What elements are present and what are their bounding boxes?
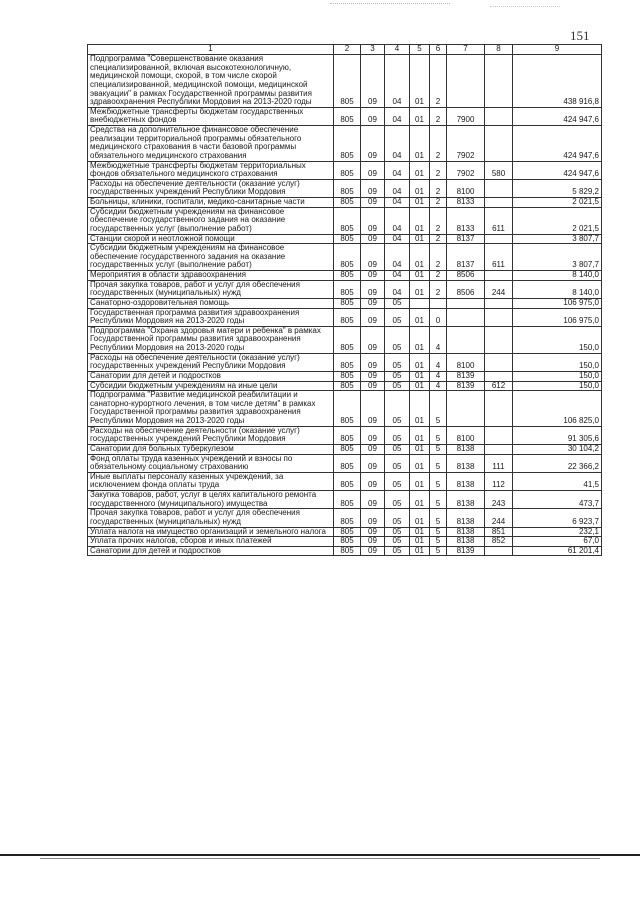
table-body bbox=[88, 45, 602, 556]
row-name-cell: Санатории для детей и подростков bbox=[88, 371, 334, 381]
code-cell-subprogram: 5 bbox=[430, 426, 447, 444]
code-cell-article bbox=[447, 55, 485, 108]
code-cell-program: 01 bbox=[410, 55, 430, 108]
code-cell-section: 09 bbox=[361, 198, 385, 208]
code-cell-section: 09 bbox=[361, 280, 385, 298]
amount-cell: 424 947,6 bbox=[513, 126, 602, 162]
code-cell-article: 7902 bbox=[447, 161, 485, 179]
code-cell-expense-type bbox=[485, 198, 513, 208]
header-cell: 8 bbox=[485, 45, 513, 55]
code-cell-program: 01 bbox=[410, 280, 430, 298]
row-name-cell: Иные выплаты персоналу казенных учреждений, за исключением фонда оплаты труда bbox=[88, 472, 334, 490]
scan-artifact-top-right bbox=[490, 6, 560, 8]
header-cell: 9 bbox=[513, 45, 602, 55]
code-cell-article: 8138 bbox=[447, 537, 485, 547]
row-name-cell: Подпрограмма "Развитие медицинской реабилитации и санаторно-курортного лечения, в том числе детям" в рамках Государственной программы развития здравоохранения Республики Мордовия на 2013-2020 годы bbox=[88, 391, 334, 427]
table-row bbox=[88, 55, 602, 108]
amount-cell: 8 140,0 bbox=[513, 271, 602, 281]
code-cell-ministry: 805 bbox=[334, 371, 361, 381]
table-row bbox=[88, 308, 602, 326]
code-cell-article: 8506 bbox=[447, 271, 485, 281]
code-cell-subprogram: 2 bbox=[430, 244, 447, 271]
code-cell-subprogram: 2 bbox=[430, 234, 447, 244]
code-cell-section: 09 bbox=[361, 472, 385, 490]
code-cell-article: 8138 bbox=[447, 444, 485, 454]
code-cell-ministry: 805 bbox=[334, 198, 361, 208]
row-name-cell: Расходы на обеспечение деятельности (оказание услуг) государственных учреждений Республики Мордовия bbox=[88, 426, 334, 444]
code-cell-ministry: 805 bbox=[334, 509, 361, 527]
code-cell-expense-type bbox=[485, 179, 513, 197]
code-cell-subsection: 04 bbox=[385, 234, 410, 244]
page-number: 151 bbox=[570, 28, 590, 43]
amount-cell: 5 829,2 bbox=[513, 179, 602, 197]
code-cell-section: 09 bbox=[361, 371, 385, 381]
code-cell-subsection: 05 bbox=[385, 527, 410, 537]
table-row bbox=[88, 280, 602, 298]
header-cell: 3 bbox=[361, 45, 385, 55]
row-name-cell: Закупка товаров, работ, услуг в целях капитального ремонта государственного (муниципального) имущества bbox=[88, 491, 334, 509]
row-name-cell: Санаторно-оздоровительная помощь bbox=[88, 298, 334, 308]
header-cell: 1 bbox=[88, 45, 334, 55]
code-cell-article: 8100 bbox=[447, 179, 485, 197]
amount-cell: 150,0 bbox=[513, 353, 602, 371]
code-cell-section: 09 bbox=[361, 308, 385, 326]
code-cell-article: 8139 bbox=[447, 381, 485, 391]
code-cell-program: 01 bbox=[410, 444, 430, 454]
code-cell-subsection: 05 bbox=[385, 444, 410, 454]
code-cell-program bbox=[410, 298, 430, 308]
code-cell-program: 01 bbox=[410, 244, 430, 271]
code-cell-article: 8138 bbox=[447, 509, 485, 527]
row-name-cell: Санатории для больных туберкулезом bbox=[88, 444, 334, 454]
code-cell-ministry: 805 bbox=[334, 381, 361, 391]
amount-cell: 424 947,6 bbox=[513, 107, 602, 125]
code-cell-ministry: 805 bbox=[334, 546, 361, 556]
code-cell-section: 09 bbox=[361, 491, 385, 509]
amount-cell: 41,5 bbox=[513, 472, 602, 490]
code-cell-article: 8139 bbox=[447, 546, 485, 556]
table-row bbox=[88, 527, 602, 537]
row-name-cell: Уплата налога на имущество организаций и земельного налога bbox=[88, 527, 334, 537]
code-cell-subprogram: 5 bbox=[430, 509, 447, 527]
code-cell-article: 8137 bbox=[447, 234, 485, 244]
table-row bbox=[88, 271, 602, 281]
code-cell-ministry: 805 bbox=[334, 55, 361, 108]
table-row bbox=[88, 546, 602, 556]
code-cell-program: 01 bbox=[410, 161, 430, 179]
code-cell-section: 09 bbox=[361, 381, 385, 391]
table-row bbox=[88, 381, 602, 391]
code-cell-expense-type: 851 bbox=[485, 527, 513, 537]
header-cell: 5 bbox=[410, 45, 430, 55]
code-cell-article bbox=[447, 326, 485, 353]
amount-cell: 106 975,0 bbox=[513, 308, 602, 326]
code-cell-program: 01 bbox=[410, 381, 430, 391]
code-cell-expense-type bbox=[485, 308, 513, 326]
code-cell-section: 09 bbox=[361, 161, 385, 179]
code-cell-ministry: 805 bbox=[334, 298, 361, 308]
table-row bbox=[88, 472, 602, 490]
table-row bbox=[88, 444, 602, 454]
code-cell-article bbox=[447, 391, 485, 427]
amount-cell: 106 975,0 bbox=[513, 298, 602, 308]
code-cell-subprogram: 2 bbox=[430, 107, 447, 125]
header-cell: 6 bbox=[430, 45, 447, 55]
code-cell-ministry: 805 bbox=[334, 308, 361, 326]
code-cell-subprogram: 2 bbox=[430, 280, 447, 298]
code-cell-article: 8100 bbox=[447, 426, 485, 444]
code-cell-section: 09 bbox=[361, 426, 385, 444]
code-cell-ministry: 805 bbox=[334, 207, 361, 234]
page-bottom-rule bbox=[0, 854, 640, 856]
code-cell-ministry: 805 bbox=[334, 244, 361, 271]
table-row bbox=[88, 353, 602, 371]
code-cell-program: 01 bbox=[410, 391, 430, 427]
amount-cell: 424 947,6 bbox=[513, 161, 602, 179]
code-cell-expense-type: 243 bbox=[485, 491, 513, 509]
row-name-cell: Мероприятия в области здравоохранения bbox=[88, 271, 334, 281]
amount-cell: 232,1 bbox=[513, 527, 602, 537]
code-cell-section: 09 bbox=[361, 444, 385, 454]
code-cell-subsection: 05 bbox=[385, 381, 410, 391]
table-row bbox=[88, 509, 602, 527]
code-cell-program: 01 bbox=[410, 107, 430, 125]
code-cell-expense-type bbox=[485, 371, 513, 381]
code-cell-expense-type bbox=[485, 234, 513, 244]
table-row bbox=[88, 426, 602, 444]
code-cell-section: 09 bbox=[361, 234, 385, 244]
code-cell-article: 8100 bbox=[447, 353, 485, 371]
row-name-cell: Прочая закупка товаров, работ и услуг для обеспечения государственных (муниципальных) нужд bbox=[88, 280, 334, 298]
row-name-cell: Субсидии бюджетным учреждениям на финансовое обеспечение государственного задания на оказание государственных услуг (выполнение работ) bbox=[88, 207, 334, 234]
amount-cell: 2 021,5 bbox=[513, 198, 602, 208]
code-cell-article: 8133 bbox=[447, 198, 485, 208]
code-cell-program: 01 bbox=[410, 326, 430, 353]
row-name-cell: Санатории для детей и подростков bbox=[88, 546, 334, 556]
code-cell-subprogram: 5 bbox=[430, 472, 447, 490]
row-name-cell: Средства на дополнительное финансовое обеспечение реализации территориальной программы обязательного медицинского страхования в части базовой программы обязательного медицинского страхования bbox=[88, 126, 334, 162]
code-cell-subsection: 05 bbox=[385, 537, 410, 547]
amount-cell: 22 366,2 bbox=[513, 454, 602, 472]
code-cell-subsection: 04 bbox=[385, 126, 410, 162]
code-cell-ministry: 805 bbox=[334, 107, 361, 125]
amount-cell: 106 825,0 bbox=[513, 391, 602, 427]
code-cell-program: 01 bbox=[410, 371, 430, 381]
table-row bbox=[88, 107, 602, 125]
code-cell-program: 01 bbox=[410, 472, 430, 490]
code-cell-expense-type bbox=[485, 126, 513, 162]
budget-table bbox=[87, 44, 602, 556]
code-cell-section: 09 bbox=[361, 55, 385, 108]
code-cell-article: 8138 bbox=[447, 527, 485, 537]
code-cell-section: 09 bbox=[361, 509, 385, 527]
code-cell-subprogram: 2 bbox=[430, 271, 447, 281]
code-cell-section: 09 bbox=[361, 244, 385, 271]
row-name-cell: Уплата прочих налогов, сборов и иных платежей bbox=[88, 537, 334, 547]
code-cell-subprogram: 5 bbox=[430, 454, 447, 472]
code-cell-ministry: 805 bbox=[334, 179, 361, 197]
amount-cell: 2 021,5 bbox=[513, 207, 602, 234]
code-cell-ministry: 805 bbox=[334, 353, 361, 371]
code-cell-expense-type: 111 bbox=[485, 454, 513, 472]
table-row bbox=[88, 244, 602, 271]
code-cell-program: 01 bbox=[410, 308, 430, 326]
code-cell-subsection: 05 bbox=[385, 308, 410, 326]
row-name-cell: Субсидии бюджетным учреждениям на финансовое обеспечение государственного задания на оказание государственных услуг (выполнение работ) bbox=[88, 244, 334, 271]
code-cell-section: 09 bbox=[361, 126, 385, 162]
code-cell-article: 8138 bbox=[447, 491, 485, 509]
scan-artifact-top bbox=[330, 3, 450, 5]
code-cell-subprogram: 2 bbox=[430, 126, 447, 162]
code-cell-program: 01 bbox=[410, 509, 430, 527]
row-name-cell: Станции скорой и неотложной помощи bbox=[88, 234, 334, 244]
code-cell-subprogram: 2 bbox=[430, 55, 447, 108]
code-cell-expense-type: 244 bbox=[485, 280, 513, 298]
code-cell-section: 09 bbox=[361, 271, 385, 281]
code-cell-ministry: 805 bbox=[334, 472, 361, 490]
header-cell: 7 bbox=[447, 45, 485, 55]
code-cell-program: 01 bbox=[410, 537, 430, 547]
code-cell-subprogram: 5 bbox=[430, 391, 447, 427]
code-cell-subprogram: 4 bbox=[430, 381, 447, 391]
table-row bbox=[88, 207, 602, 234]
code-cell-expense-type bbox=[485, 107, 513, 125]
header-cell: 4 bbox=[385, 45, 410, 55]
page-bottom-rule-thin bbox=[40, 858, 600, 859]
amount-cell: 91 305,6 bbox=[513, 426, 602, 444]
code-cell-article: 8139 bbox=[447, 371, 485, 381]
code-cell-article bbox=[447, 298, 485, 308]
code-cell-program: 01 bbox=[410, 179, 430, 197]
code-cell-subprogram: 5 bbox=[430, 444, 447, 454]
row-name-cell: Фонд оплаты труда казенных учреждений и взносы по обязательному социальному страхованию bbox=[88, 454, 334, 472]
amount-cell: 3 807,7 bbox=[513, 234, 602, 244]
code-cell-ministry: 805 bbox=[334, 537, 361, 547]
code-cell-subprogram: 4 bbox=[430, 326, 447, 353]
code-cell-subsection: 05 bbox=[385, 509, 410, 527]
code-cell-ministry: 805 bbox=[334, 271, 361, 281]
code-cell-ministry: 805 bbox=[334, 234, 361, 244]
code-cell-subsection: 05 bbox=[385, 371, 410, 381]
code-cell-expense-type bbox=[485, 271, 513, 281]
code-cell-subprogram: 5 bbox=[430, 527, 447, 537]
amount-cell: 150,0 bbox=[513, 326, 602, 353]
code-cell-expense-type: 611 bbox=[485, 207, 513, 234]
amount-cell: 8 140,0 bbox=[513, 280, 602, 298]
code-cell-subsection: 04 bbox=[385, 179, 410, 197]
code-cell-expense-type bbox=[485, 546, 513, 556]
code-cell-expense-type: 852 bbox=[485, 537, 513, 547]
code-cell-subprogram: 5 bbox=[430, 491, 447, 509]
table-row bbox=[88, 454, 602, 472]
code-cell-expense-type bbox=[485, 55, 513, 108]
table-row bbox=[88, 234, 602, 244]
code-cell-article: 8138 bbox=[447, 472, 485, 490]
amount-cell: 473,7 bbox=[513, 491, 602, 509]
code-cell-ministry: 805 bbox=[334, 426, 361, 444]
code-cell-program: 01 bbox=[410, 353, 430, 371]
code-cell-subprogram: 2 bbox=[430, 198, 447, 208]
code-cell-subprogram: 2 bbox=[430, 161, 447, 179]
code-cell-program: 01 bbox=[410, 527, 430, 537]
row-name-cell: Больницы, клиники, госпитали, медико-санитарные части bbox=[88, 198, 334, 208]
header-cell: 2 bbox=[334, 45, 361, 55]
code-cell-subsection: 04 bbox=[385, 107, 410, 125]
code-cell-section: 09 bbox=[361, 107, 385, 125]
code-cell-subprogram: 2 bbox=[430, 207, 447, 234]
code-cell-expense-type: 611 bbox=[485, 244, 513, 271]
code-cell-expense-type: 580 bbox=[485, 161, 513, 179]
row-name-cell: Подпрограмма "Охрана здоровья матери и ребенка" в рамках Государственной программы развития здравоохранения Республики Мордовия на 2013-2020 годы bbox=[88, 326, 334, 353]
table-row bbox=[88, 126, 602, 162]
code-cell-expense-type bbox=[485, 326, 513, 353]
row-name-cell: Прочая закупка товаров, работ и услуг для обеспечения государственных (муниципальных) нужд bbox=[88, 509, 334, 527]
code-cell-ministry: 805 bbox=[334, 491, 361, 509]
code-cell-program: 01 bbox=[410, 234, 430, 244]
row-name-cell: Субсидии бюджетным учреждениям на иные цели bbox=[88, 381, 334, 391]
code-cell-ministry: 805 bbox=[334, 326, 361, 353]
code-cell-section: 09 bbox=[361, 537, 385, 547]
header-row bbox=[88, 45, 602, 55]
code-cell-subprogram: 4 bbox=[430, 371, 447, 381]
code-cell-section: 09 bbox=[361, 326, 385, 353]
code-cell-program: 01 bbox=[410, 546, 430, 556]
code-cell-program: 01 bbox=[410, 198, 430, 208]
code-cell-section: 09 bbox=[361, 546, 385, 556]
table-row bbox=[88, 537, 602, 547]
row-name-cell: Межбюджетные трансферты бюджетам государственных внебюджетных фондов bbox=[88, 107, 334, 125]
code-cell-section: 09 bbox=[361, 179, 385, 197]
code-cell-ministry: 805 bbox=[334, 391, 361, 427]
code-cell-article: 7900 bbox=[447, 107, 485, 125]
code-cell-section: 09 bbox=[361, 391, 385, 427]
amount-cell: 3 807,7 bbox=[513, 244, 602, 271]
row-name-cell: Межбюджетные трансферты бюджетам территориальных фондов обязательного медицинского страхования bbox=[88, 161, 334, 179]
row-name-cell: Государственная программа развития здравоохранения Республики Мордовия на 2013-2020 годы bbox=[88, 308, 334, 326]
table-row bbox=[88, 298, 602, 308]
code-cell-program: 01 bbox=[410, 207, 430, 234]
code-cell-subprogram: 5 bbox=[430, 537, 447, 547]
code-cell-expense-type bbox=[485, 298, 513, 308]
code-cell-subsection: 04 bbox=[385, 280, 410, 298]
code-cell-subsection: 04 bbox=[385, 198, 410, 208]
code-cell-subprogram: 4 bbox=[430, 353, 447, 371]
amount-cell: 30 104,2 bbox=[513, 444, 602, 454]
code-cell-subprogram bbox=[430, 298, 447, 308]
code-cell-subsection: 04 bbox=[385, 271, 410, 281]
code-cell-section: 09 bbox=[361, 207, 385, 234]
code-cell-article: 7902 bbox=[447, 126, 485, 162]
code-cell-subsection: 05 bbox=[385, 426, 410, 444]
code-cell-ministry: 805 bbox=[334, 280, 361, 298]
code-cell-subsection: 04 bbox=[385, 55, 410, 108]
table-row bbox=[88, 371, 602, 381]
table-row bbox=[88, 491, 602, 509]
code-cell-expense-type: 244 bbox=[485, 509, 513, 527]
code-cell-subsection: 05 bbox=[385, 454, 410, 472]
code-cell-subsection: 05 bbox=[385, 298, 410, 308]
amount-cell: 150,0 bbox=[513, 381, 602, 391]
code-cell-subsection: 04 bbox=[385, 207, 410, 234]
code-cell-program: 01 bbox=[410, 454, 430, 472]
table-row bbox=[88, 391, 602, 427]
code-cell-ministry: 805 bbox=[334, 527, 361, 537]
code-cell-section: 09 bbox=[361, 454, 385, 472]
code-cell-article: 8137 bbox=[447, 244, 485, 271]
code-cell-subprogram: 5 bbox=[430, 546, 447, 556]
code-cell-section: 09 bbox=[361, 298, 385, 308]
code-cell-expense-type bbox=[485, 426, 513, 444]
code-cell-article bbox=[447, 308, 485, 326]
code-cell-subsection: 04 bbox=[385, 161, 410, 179]
code-cell-subprogram: 2 bbox=[430, 179, 447, 197]
code-cell-expense-type: 612 bbox=[485, 381, 513, 391]
code-cell-expense-type bbox=[485, 353, 513, 371]
code-cell-program: 01 bbox=[410, 271, 430, 281]
table-row bbox=[88, 161, 602, 179]
code-cell-program: 01 bbox=[410, 491, 430, 509]
code-cell-subsection: 05 bbox=[385, 353, 410, 371]
amount-cell: 150,0 bbox=[513, 371, 602, 381]
code-cell-program: 01 bbox=[410, 126, 430, 162]
amount-cell: 61 201,4 bbox=[513, 546, 602, 556]
table-row bbox=[88, 179, 602, 197]
code-cell-article: 8506 bbox=[447, 280, 485, 298]
amount-cell: 6 923,7 bbox=[513, 509, 602, 527]
code-cell-program: 01 bbox=[410, 426, 430, 444]
code-cell-subsection: 05 bbox=[385, 472, 410, 490]
table-row bbox=[88, 326, 602, 353]
code-cell-subprogram: 0 bbox=[430, 308, 447, 326]
row-name-cell: Подпрограмма "Совершенствование оказания специализированной, включая высокотехнологичную, медицинской помощи, скорой, в том числе скорой специализированной, медицинской помощи, медицинской эвакуации" в рамках Государственной программы развития здравоохранения Республики Мордовия на 2013-2020 годы bbox=[88, 55, 334, 108]
row-name-cell: Расходы на обеспечение деятельности (оказание услуг) государственных учреждений Республики Мордовия bbox=[88, 353, 334, 371]
row-name-cell: Расходы на обеспечение деятельности (оказание услуг) государственных учреждений Республики Мордовия bbox=[88, 179, 334, 197]
code-cell-subsection: 05 bbox=[385, 491, 410, 509]
code-cell-article: 8138 bbox=[447, 454, 485, 472]
code-cell-ministry: 805 bbox=[334, 444, 361, 454]
code-cell-subsection: 05 bbox=[385, 391, 410, 427]
amount-cell: 438 916,8 bbox=[513, 55, 602, 108]
code-cell-ministry: 805 bbox=[334, 454, 361, 472]
code-cell-subsection: 05 bbox=[385, 546, 410, 556]
amount-cell: 67,0 bbox=[513, 537, 602, 547]
code-cell-section: 09 bbox=[361, 353, 385, 371]
table-row bbox=[88, 198, 602, 208]
code-cell-section: 09 bbox=[361, 527, 385, 537]
code-cell-article: 8133 bbox=[447, 207, 485, 234]
code-cell-subsection: 05 bbox=[385, 326, 410, 353]
code-cell-subsection: 04 bbox=[385, 244, 410, 271]
code-cell-expense-type bbox=[485, 444, 513, 454]
code-cell-ministry: 805 bbox=[334, 126, 361, 162]
code-cell-expense-type: 112 bbox=[485, 472, 513, 490]
code-cell-ministry: 805 bbox=[334, 161, 361, 179]
code-cell-expense-type bbox=[485, 391, 513, 427]
